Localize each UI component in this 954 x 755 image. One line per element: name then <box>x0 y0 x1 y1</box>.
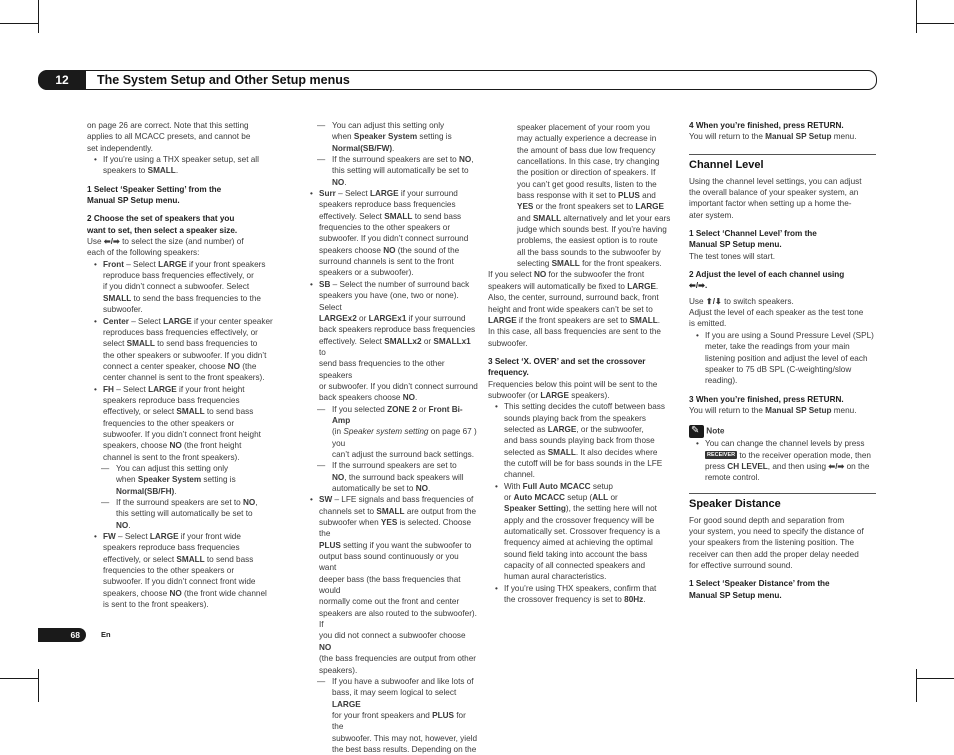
column-4 <box>689 120 876 601</box>
return-text: You will return to the Manual SP Setup menu. <box>689 132 857 142</box>
bullet-fw: • FW – Select LARGE if your front wide speakers reproduce bass frequencies effectively, or select SMALL to send bass frequencies to the other speakers or subwoofer. If you didn’t connect front wide speakers, choose NO (the front wide channel is sent to the front speakers). <box>87 531 277 610</box>
step-1: 1 Select ‘Speaker Setting’ from the Manual SP Setup menu. <box>87 184 222 206</box>
dash-note: — If the surround speakers are set to NO, this setting will automatically be set to NO. <box>303 154 478 188</box>
step-2: 2 Adjust the level of each channel using ⬅/➡. <box>689 270 845 291</box>
column-3 <box>488 122 678 605</box>
crop-mark <box>916 0 917 33</box>
crop-mark <box>38 0 39 33</box>
dash-note-continued: speaker placement of your room you may actually experience a decrease in the amount of bass due low frequency cancellations. In this case, try changing the position or direction of speakers. If you can’t get good results, listen to the bass response with it set to PLUS and YES or the front speakers set to LARGE and SMALL alternatively and let your ears judge which sounds best. If you’re having problems, the easiest option is to route all the bass sounds to the subwoofer by selecting SMALL for the front speakers. <box>517 123 671 269</box>
note-pencil-icon <box>689 425 704 438</box>
page-number: 68 <box>38 628 86 642</box>
dash-note: — You can adjust this setting only when Speaker System setting is Normal(SB/FW). <box>303 120 478 154</box>
bullet-cutoff: • This setting decides the cutoff between bass sounds playing back from the speakers selected as LARGE, or the subwoofer, and bass sounds playing back from those selected as SMALL. It also decides where the cutoff will be for bass sounds in the LFE channel. <box>488 401 678 480</box>
paragraph: If you select NO for the subwoofer the front speakers will automatically be fixed to LARGE. Also, the center, surround, surround back, front height and front wide speakers can’t be set to LARGE if the front speakers are set to SMALL. In this case, all bass frequencies are sent to the subwoofer. <box>488 270 661 348</box>
column-2 <box>303 120 478 755</box>
paragraph: The test tones will start. <box>689 251 776 261</box>
bullet-mcacc: • With Full Auto MCACC setup or Auto MCACC setup (ALL or Speaker Setting), the setting here will not apply and the crossover frequency will be automatically set. Crossover frequency is a frequency aimed at achieving the optimal sound field taking into account the bass capacity of all connected speakers and human aural characteristics. <box>488 481 678 583</box>
left-right-arrow-icon: ⬅/➡ <box>689 281 705 291</box>
step-3: 3 Select ‘X. OVER’ and set the crossover frequency. <box>488 356 646 378</box>
crop-mark <box>916 669 917 702</box>
crop-mark <box>916 23 954 24</box>
return-text: You will return to the Manual SP Setup menu. <box>689 405 857 415</box>
bullet-note: • You can change the channel levels by press RECEIVER to the receiver operation mode, then press CH LEVEL, and then using ⬅/➡ on the remote control. <box>689 438 876 483</box>
dash-note: — You can adjust this setting only when Speaker System setting is Normal(SB/FH). <box>87 463 277 497</box>
step-4: 4 When you’re finished, press RETURN. <box>689 121 844 130</box>
section-divider <box>689 154 876 155</box>
crop-mark <box>916 678 954 679</box>
bullet-center: • Center – Select LARGE if your center speaker reproduces bass frequencies effectively, or select SMALL to send bass frequencies to the other speakers or subwoofer. If you didn’t connect a center speaker, choose NO (the center channel is sent to the front speakers). <box>87 316 277 384</box>
left-right-arrow-icon: ⬅/➡ <box>103 237 120 247</box>
step-1: 1 Select ‘Channel Level’ from the Manual SP Setup menu. <box>689 229 817 250</box>
dash-note: — If the surround speakers are set to NO, the surround back speakers will automatically be set to NO. <box>303 460 478 494</box>
paragraph: Using the channel level settings, you can adjust the overall balance of your speaker system, an important factor when setting up a home the- ater system. <box>689 176 862 220</box>
step-3: 3 When you’re finished, press RETURN. <box>689 394 844 404</box>
bullet-sb: • SB – Select the number of surround back speakers you have (one, two or none). Select LARGEx2 or LARGEx1 if your surround back speakers reproduce bass frequencies effectively. Select SMALLx2 or SMALLx1 to send bass frequencies to the other speakers or subwoofer. If you didn’t connect surround back speakers choose NO. <box>303 279 478 404</box>
bullet-front: • Front – Select LARGE if your front speakers reproduce bass frequencies effectively, or if you didn’t connect a subwoofer. Select SMALL to send the bass frequencies to the subwoofer. <box>87 259 277 316</box>
bullet-sw: • SW – LFE signals and bass frequencies of channels set to SMALL are output from the subwoofer when YES is selected. Choose the PLUS setting if you want the subwoofer to output bass sound continuously or you want deeper bass (the bass frequencies that would normally come out the front and center speakers are also routed to the subwoofer). If you did not connect a subwoofer choose NO (the bass frequencies are output from other speakers). <box>303 494 478 676</box>
section-title-channel-level: Channel Level <box>689 158 764 171</box>
step-2: 2 Choose the set of speakers that you want to set, then select a speaker size. <box>87 214 238 235</box>
use-arrows-text: Use ⬅/➡ to select the size (and number) of each of the following speakers: <box>87 237 244 258</box>
up-down-arrow-icon: ⬆/⬇ <box>705 296 722 306</box>
paragraph: For good sound depth and separation from your system, you need to specify the distance of your speakers from the listening position. The receiver can then add the proper delay needed for effective surround sound. <box>689 515 864 570</box>
chapter-title: The System Setup and Other Setup menus <box>97 73 350 87</box>
crop-mark <box>0 678 38 679</box>
language-code: En <box>101 630 111 639</box>
receiver-button-icon: RECEIVER <box>707 452 736 459</box>
note-heading: ✎ Note <box>689 425 876 438</box>
paragraph: on page 26 are correct. Note that this setting applies to all MCACC presets, and cannot be set independently. <box>87 121 251 153</box>
section-title-speaker-distance: Speaker Distance <box>689 497 781 510</box>
paragraph: Use ⬆/⬇ to switch speakers. Adjust the level of each speaker as the test tone is emitted. <box>689 296 864 329</box>
bullet-surr: • Surr – Select LARGE if your surround speakers reproduce bass frequencies effectively. Select SMALL to send bass frequencies to the other speakers or subwoofer. If you didn’t connect surround speakers choose NO (the sound of the surround channels is sent to the front speakers or a subwoofer). <box>303 188 478 279</box>
bullet-thx-crossover: • If you’re using THX speakers, confirm that the crossover frequency is set to 80Hz. <box>488 583 678 606</box>
dash-note: — If you have a subwoofer and like lots of bass, it may seem logical to select LARGE for your front speakers and PLUS for the subwoofer. This may not, however, yield the best bass results. Depending on the <box>303 676 478 755</box>
dash-note: — If the surround speakers are set to NO, this setting will automatically be set to NO. <box>87 497 277 531</box>
bullet-spl: • If you are using a Sound Pressure Level (SPL) meter, take the readings from your main listening position and adjust the level of each speaker to 75 dB SPL (C-weighting/slow reading). <box>689 330 876 387</box>
left-right-arrow-icon: ⬅/➡ <box>828 461 845 471</box>
crop-mark <box>38 669 39 702</box>
step-1: 1 Select ‘Speaker Distance’ from the Manual SP Setup menu. <box>689 579 830 600</box>
section-divider <box>689 493 876 494</box>
paragraph: Frequencies below this point will be sent to the subwoofer (or LARGE speakers). <box>488 379 658 400</box>
chapter-number: 12 <box>38 70 86 90</box>
dash-note: — If you selected ZONE 2 or Front Bi-Amp (in Speaker system setting on page 67 ) you can’t adjust the surround back settings. <box>303 404 478 461</box>
bullet-thx: • If you’re using a THX speaker setup, set all speakers to SMALL. <box>87 154 277 177</box>
bullet-fh: • FH – Select LARGE if your front height speakers reproduce bass frequencies effectively, or select SMALL to send bass frequencies to the other speakers or subwoofer. If you didn’t connect front height speakers, choose NO (the front height channel is sent to the front speakers). <box>87 384 277 463</box>
column-1 <box>87 120 277 610</box>
crop-mark <box>0 23 38 24</box>
